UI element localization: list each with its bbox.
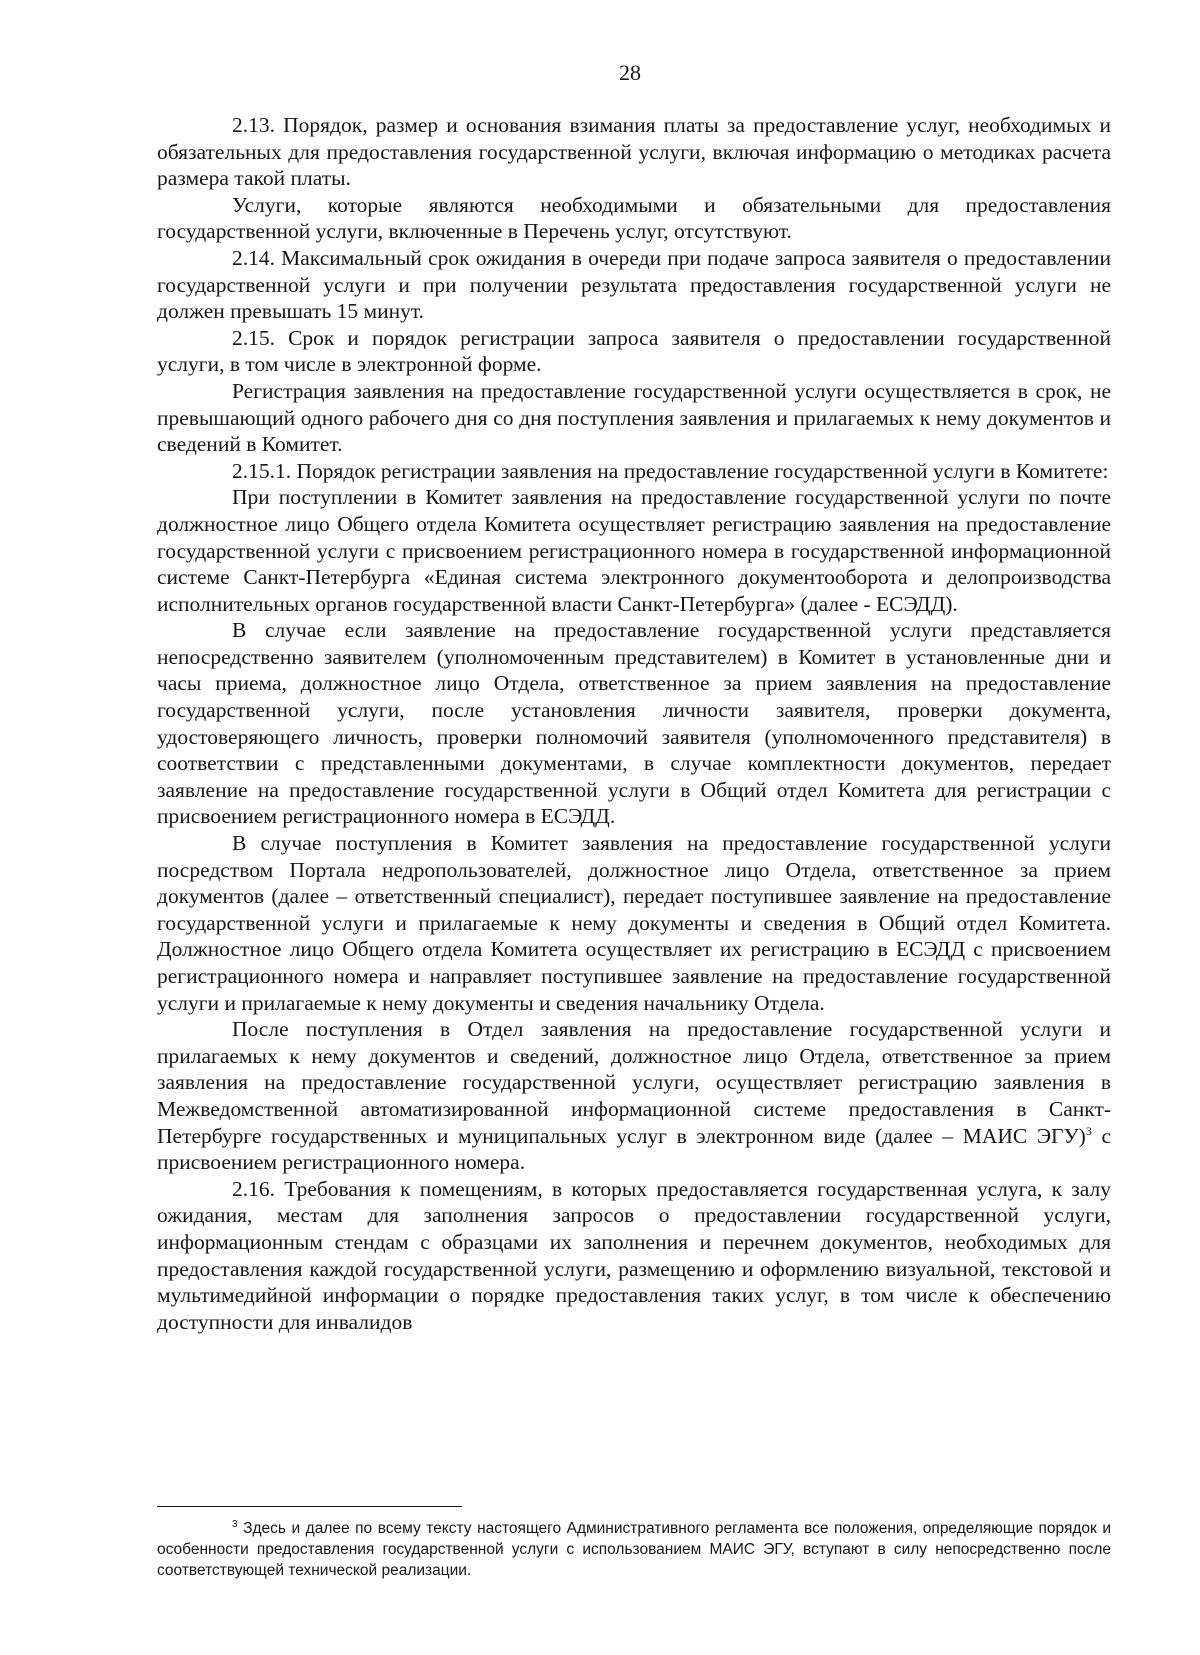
paragraph: 2.13. Порядок, размер и основания взимания платы за предоставление услуг, необходимых и обязательных для предоставления государственной услуги, включая информацию о методиках расчета размера такой платы. xyxy=(157,113,1111,191)
paragraph-text: с присвоением регистрационного номера. xyxy=(157,1123,1111,1175)
paragraph: 2.15. Срок и порядок регистрации запроса заявителя о предоставлении государственной услуги, в том числе в электронной форме. xyxy=(157,325,1111,377)
paragraph: При поступлении в Комитет заявления на предоставление государственной услуги по почте должностное лицо Общего отдела Комитета осуществляет регистрацию заявления на предоставление государственной услуги с присвоением регистрационного номера в государственной информационной системе Санкт-Петербурга «Единая система электронного документооборота и делопроизводства исполнительных органов государственной власти Санкт-Петербурга» (далее - ЕСЭДД). xyxy=(157,485,1111,616)
paragraph: Услуги, которые являются необходимыми и обязательными для предоставления государственной услуги, включенные в Перечень услуг, отсутствуют. xyxy=(157,192,1111,244)
paragraph: В случае поступления в Комитет заявления на предоставление государственной услуги посредством Портала недропользователей, должностное лицо Отдела, ответственное за прием документов (далее – ответственный специалист), передает поступившее заявление на предоставление государственной услуги и прилагаемые к нему документы и сведения в Общий отдел Комитета. Должностное лицо Общего отдела Комитета осуществляет их регистрацию в ЕСЭДД с присвоением регистрационного номера и направляет поступившее заявление на предоставление государственной услуги и прилагаемые к нему документы и сведения начальнику Отдела. xyxy=(157,831,1111,1015)
document-body xyxy=(157,112,1111,1335)
paragraph: Регистрация заявления на предоставление государственной услуги осуществляется в срок, не превышающий одного рабочего дня со дня поступления заявления и прилагаемых к нему документов и сведений в Комитет. xyxy=(157,378,1111,457)
paragraph-text: После поступления в Отдел заявления на предоставление государственной услуги и прилагаемых к нему документов и сведений, должностное лицо Отдела, ответственное за прием заявления на предоставление государственной услуги, осуществляет регистрацию заявления в Межведомственной автоматизированной информационной системе предоставления в Санкт-Петербурге государственных и муниципальных услуг в электронном виде (далее – МАИС ЭГУ) xyxy=(157,1017,1111,1148)
paragraph: 2.14. Максимальный срок ожидания в очереди при подаче запроса заявителя о предоставлении государственной услуги и при получении результата предоставления государственной услуги не должен превышать 15 минут. xyxy=(157,245,1111,324)
footnote-reference[interactable]: 3 xyxy=(1085,1123,1092,1138)
page-number: 28 xyxy=(619,60,641,85)
footnote-marker: 3 xyxy=(232,1518,238,1530)
paragraph: 2.15.1. Порядок регистрации заявления на предоставление государственной услуги в Комитете: xyxy=(232,458,1109,483)
footnote-text: Здесь и далее по всему тексту настоящего Административного регламента все положения, определяющие порядок и особенности предоставления государственной услуги с использованием МАИС ЭГУ, вступают в силу непосредственно после соответствующей технической реализации. xyxy=(157,1520,1111,1579)
paragraph: В случае если заявление на предоставление государственной услуги представляется непосредственно заявителем (уполномоченным представителем) в Комитет в установленные дни и часы приема, должностное лицо Отдела, ответственное за прием заявления на предоставление государственной услуги, после установления личности заявителя, проверки документа, удостоверяющего личность, проверки полномочий заявителя (уполномоченного представителя) в соответствии с представленными документами, в случае комплектности документов, передает заявление на предоставление государственной услуги в Общий отдел Комитета для регистрации с присвоением регистрационного номера в ЕСЭДД. xyxy=(157,618,1111,829)
paragraph: 2.16. Требования к помещениям, в которых предоставляется государственная услуга, к залу ожидания, местам для заполнения запросов о предоставлении государственной услуги, информационным стендам с образцами их заполнения и перечнем документов, необходимых для предоставления каждой государственной услуги, размещению и оформлению визуальной, текстовой и мультимедийной информации о порядке предоставления таких услуг, в том числе к обеспечению доступности для инвалидов xyxy=(157,1176,1111,1334)
paragraph-maisegu xyxy=(157,1016,1111,1176)
footnote-separator xyxy=(157,1506,462,1507)
footnote xyxy=(157,1518,1111,1581)
